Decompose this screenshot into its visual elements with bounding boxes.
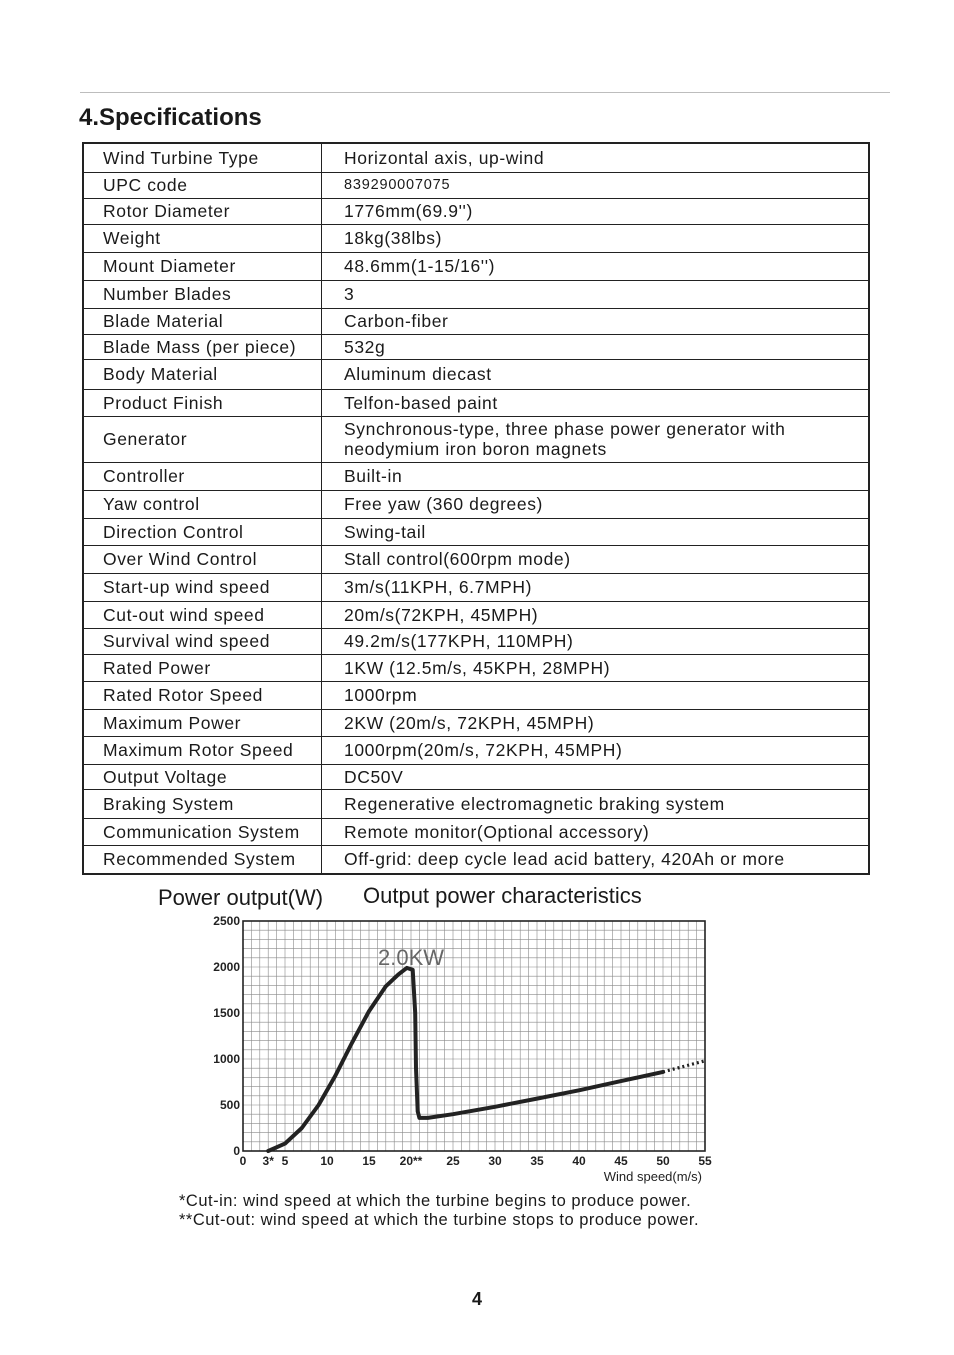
x-tick-label: 20** xyxy=(399,1154,423,1168)
x-tick-label: 5 xyxy=(281,1154,289,1168)
spec-value: Swing-tail xyxy=(322,518,870,545)
spec-value: Regenerative electromagnetic braking system xyxy=(322,789,870,818)
power-curve-extrapolated xyxy=(663,1061,705,1072)
spec-value: Off-grid: deep cycle lead acid battery, 420Ah or more xyxy=(322,845,870,874)
spec-value: 1776mm(69.9'') xyxy=(322,198,870,224)
x-axis-title: Wind speed(m/s) xyxy=(603,1169,702,1184)
spec-value: Horizontal axis, up-wind xyxy=(322,143,870,172)
spec-value-line: Synchronous-type, three phase power generator with xyxy=(344,419,786,439)
spec-value: Remote monitor(Optional accessory) xyxy=(322,818,870,845)
chart-title: Output power characteristics xyxy=(363,883,642,908)
footnote-cut-in: *Cut-in: wind speed at which the turbine begins to produce power. xyxy=(179,1192,692,1210)
spec-label: Blade Mass (per piece) xyxy=(83,334,322,359)
spec-label: Survival wind speed xyxy=(83,628,322,654)
spec-label: Number Blades xyxy=(83,280,322,308)
x-tick-label: 10 xyxy=(320,1154,334,1168)
spec-label: Output Voltage xyxy=(83,764,322,789)
spec-value-line: neodymium iron boron magnets xyxy=(344,439,607,459)
spec-label: Controller xyxy=(83,462,322,490)
spec-label: Rated Power xyxy=(83,654,322,681)
spec-label: Maximum Rotor Speed xyxy=(83,736,322,764)
spec-label: Rotor Diameter xyxy=(83,198,322,224)
spec-value: 2KW (20m/s, 72KPH, 45MPH) xyxy=(322,709,870,736)
spec-value: Built-in xyxy=(322,462,870,490)
spec-label: Start-up wind speed xyxy=(83,573,322,601)
footnote-cut-out: **Cut-out: wind speed at which the turbine stops to produce power. xyxy=(179,1211,700,1229)
spec-value: Stall control(600rpm mode) xyxy=(322,545,870,573)
spec-label: Direction Control xyxy=(83,518,322,545)
spec-value: 3 xyxy=(322,280,870,308)
spec-label: Over Wind Control xyxy=(83,545,322,573)
y-tick-label: 0 xyxy=(233,1144,240,1158)
spec-label: Yaw control xyxy=(83,490,322,518)
spec-label: Rated Rotor Speed xyxy=(83,681,322,709)
x-tick-label: 55 xyxy=(698,1154,712,1168)
spec-label: Communication System xyxy=(83,818,322,845)
spec-label: Wind Turbine Type xyxy=(83,143,322,172)
spec-value: 20m/s(72KPH, 45MPH) xyxy=(322,601,870,628)
spec-value: Telfon-based paint xyxy=(322,389,870,416)
spec-value: DC50V xyxy=(322,764,870,789)
spec-label: Braking System xyxy=(83,789,322,818)
y-tick-label: 2500 xyxy=(213,914,240,928)
spec-label: Generator xyxy=(83,416,322,462)
spec-value: Free yaw (360 degrees) xyxy=(322,490,870,518)
x-tick-label: 25 xyxy=(446,1154,460,1168)
section-title: 4.Specifications xyxy=(79,104,262,131)
spec-label: Body Material xyxy=(83,359,322,389)
x-tick-label: 15 xyxy=(362,1154,376,1168)
x-tick-label: 50 xyxy=(656,1154,670,1168)
peak-power-annotation: 2.0KW xyxy=(378,945,445,970)
spec-label: Product Finish xyxy=(83,389,322,416)
chart-y-axis-title: Power output(W) xyxy=(158,885,324,910)
x-tick-label: 40 xyxy=(572,1154,586,1168)
spec-label: Recommended System xyxy=(83,845,322,874)
x-tick-label: 35 xyxy=(530,1154,544,1168)
spec-value: 48.6mm(1-15/16'') xyxy=(322,252,870,280)
spec-label: Weight xyxy=(83,224,322,252)
spec-label: UPC code xyxy=(83,172,322,198)
x-tick-label: 0 xyxy=(239,1154,247,1168)
spec-value: 1KW (12.5m/s, 45KPH, 28MPH) xyxy=(322,654,870,681)
y-tick-label: 1000 xyxy=(213,1052,240,1066)
spec-label: Maximum Power xyxy=(83,709,322,736)
spec-value: 532g xyxy=(322,334,870,359)
spec-label: Cut-out wind speed xyxy=(83,601,322,628)
spec-value: 49.2m/s(177KPH, 110MPH) xyxy=(322,628,870,654)
spec-value: Aluminum diecast xyxy=(322,359,870,389)
y-tick-label: 1500 xyxy=(213,1006,240,1020)
x-tick-label: 45 xyxy=(614,1154,628,1168)
page-number: 4 xyxy=(471,1289,482,1309)
spec-value: 839290007075 xyxy=(322,172,870,198)
spec-value: 18kg(38lbs) xyxy=(322,224,870,252)
y-tick-label: 2000 xyxy=(213,960,240,974)
spec-value: Carbon-fiber xyxy=(322,308,870,334)
spec-label: Blade Material xyxy=(83,308,322,334)
spec-label: Mount Diameter xyxy=(83,252,322,280)
spec-value: 3m/s(11KPH, 6.7MPH) xyxy=(322,573,870,601)
spec-value: 1000rpm xyxy=(322,681,870,709)
y-tick-label: 500 xyxy=(219,1098,240,1112)
x-tick-label: 3* xyxy=(262,1154,274,1168)
spec-value: 1000rpm(20m/s, 72KPH, 45MPH) xyxy=(322,736,870,764)
x-tick-label: 30 xyxy=(488,1154,502,1168)
